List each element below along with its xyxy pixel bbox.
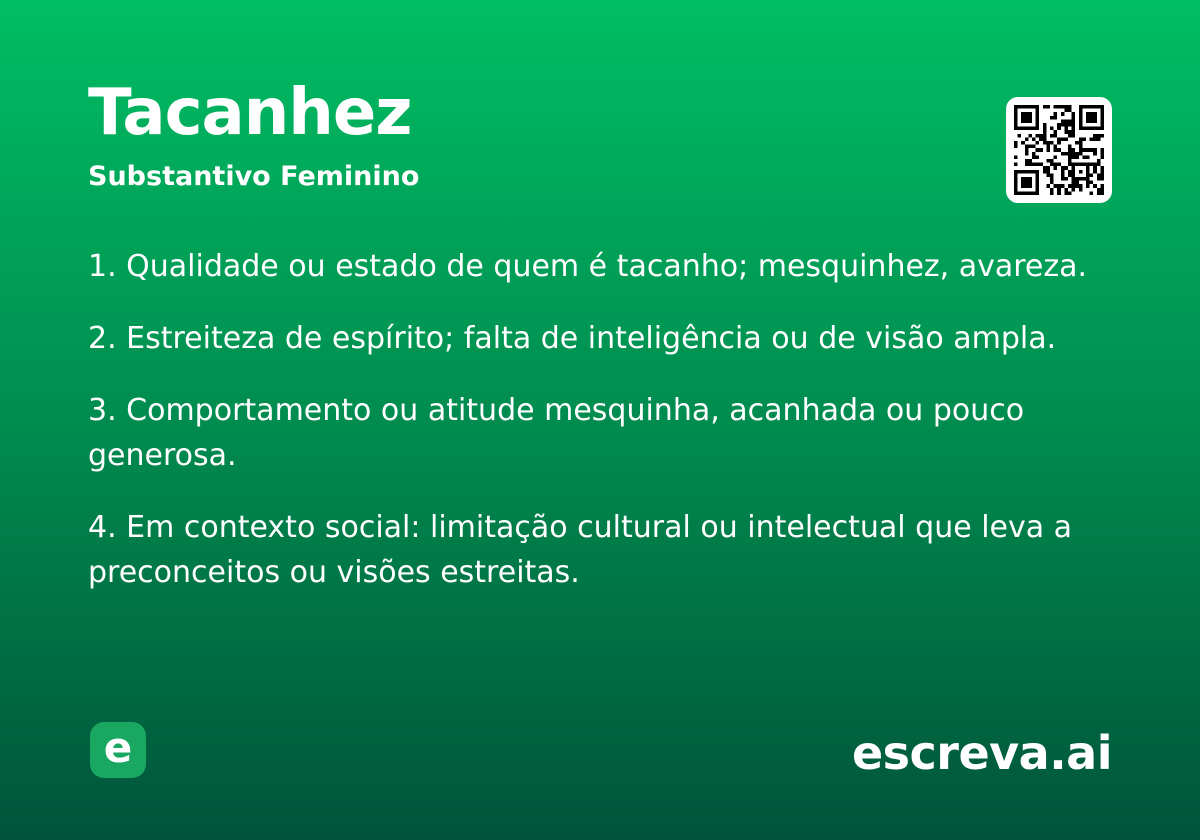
definition-item: 2. Estreiteza de espírito; falta de inteligência ou de visão ampla. [88, 321, 1057, 356]
definition-item: 4. Em contexto social: limitação cultural ou intelectual que leva a preconceitos ou visões estreitas. [88, 510, 1073, 590]
definitions-list [88, 244, 1123, 622]
brand-logo-letter: e [103, 723, 133, 772]
word-class-subtitle: Substantivo Feminino [88, 161, 420, 193]
word-title: Tacanhez [88, 76, 412, 150]
definition-item: 1. Qualidade ou estado de quem é tacanho; mesquinhez, avareza. [88, 249, 1088, 284]
definition-item: 3. Comportamento ou atitude mesquinha, acanhada ou pouco generosa. [88, 393, 1025, 473]
card-header [88, 76, 420, 193]
qr-code-container [1006, 97, 1112, 203]
qr-code-icon [1014, 105, 1104, 195]
brand-name: escreva.ai [851, 726, 1112, 780]
brand-logo [90, 722, 146, 778]
